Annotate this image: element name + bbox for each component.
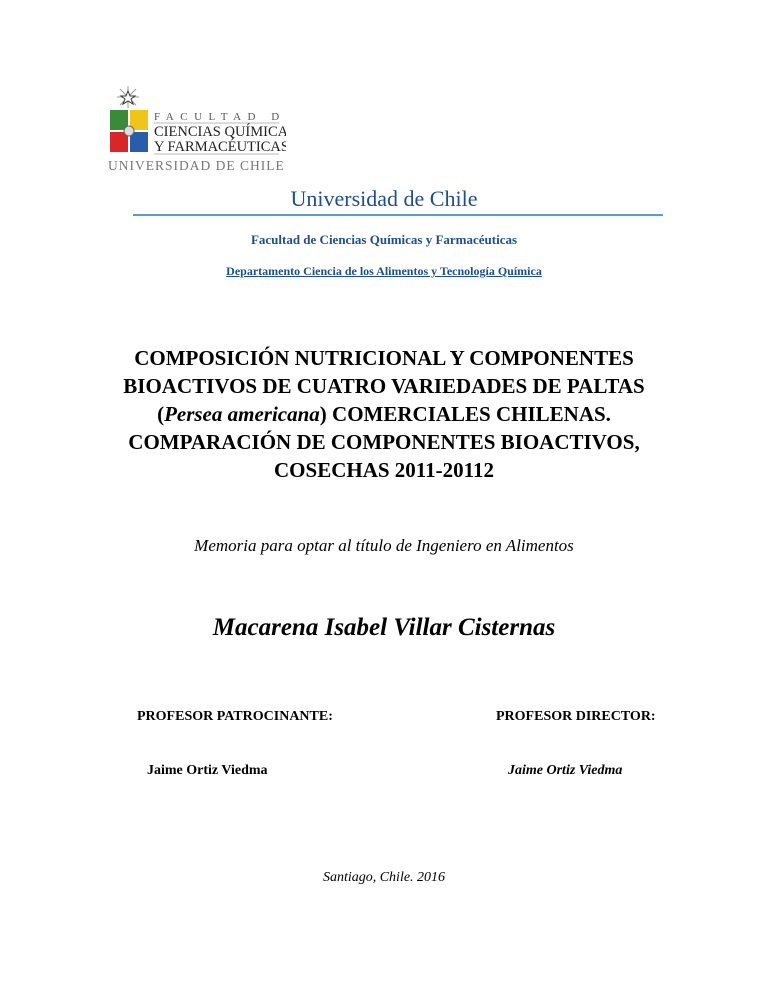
sponsor-name: Jaime Ortiz Viedma (147, 763, 268, 778)
paren: ( (157, 402, 165, 426)
header-divider (133, 214, 663, 216)
faculty-name: Facultad de Ciencias Químicas y Farmacéuticas (250, 232, 518, 247)
title-line: COSECHAS 2011-20112 (274, 458, 494, 482)
svg-text:UNIVERSIDAD DE CHILE: UNIVERSIDAD DE CHILE (108, 158, 285, 173)
degree-statement: Memoria para optar al título de Ingeniero en Alimentos (194, 536, 574, 555)
title-rest: ) COMERCIALES CHILENAS. (319, 402, 611, 426)
director-name: Jaime Ortiz Viedma (508, 763, 623, 778)
species-name: Persea americana (164, 402, 320, 426)
director-label: PROFESOR DIRECTOR: (496, 709, 656, 724)
title-line: COMPOSICIÓN NUTRICIONAL Y COMPONENTES (134, 346, 634, 370)
svg-text:FACULTAD DE: FACULTAD DE (154, 111, 286, 123)
department-name: Departamento Ciencia de los Alimentos y Tecnología Química (226, 264, 542, 278)
faculty-logo (106, 84, 286, 176)
svg-text:Y FARMACÉUTICAS: Y FARMACÉUTICAS (154, 139, 286, 155)
title-line: BIOACTIVOS DE CUATRO VARIEDADES DE PALTAS (123, 374, 645, 398)
star-icon (117, 86, 139, 108)
title-line (0, 400, 768, 428)
author-name: Macarena Isabel Villar Cisternas (212, 614, 556, 641)
thesis-title (0, 344, 768, 484)
place-date: Santiago, Chile. 2016 (322, 870, 446, 885)
title-line: COMPARACIÓN DE COMPONENTES BIOACTIVOS, (128, 430, 640, 454)
shield-icon (110, 110, 148, 152)
svg-text:CIENCIAS QUÍMICAS: CIENCIAS QUÍMICAS (154, 124, 286, 140)
university-name: Universidad de Chile (290, 186, 478, 211)
sponsor-label: PROFESOR PATROCINANTE: (137, 709, 333, 724)
